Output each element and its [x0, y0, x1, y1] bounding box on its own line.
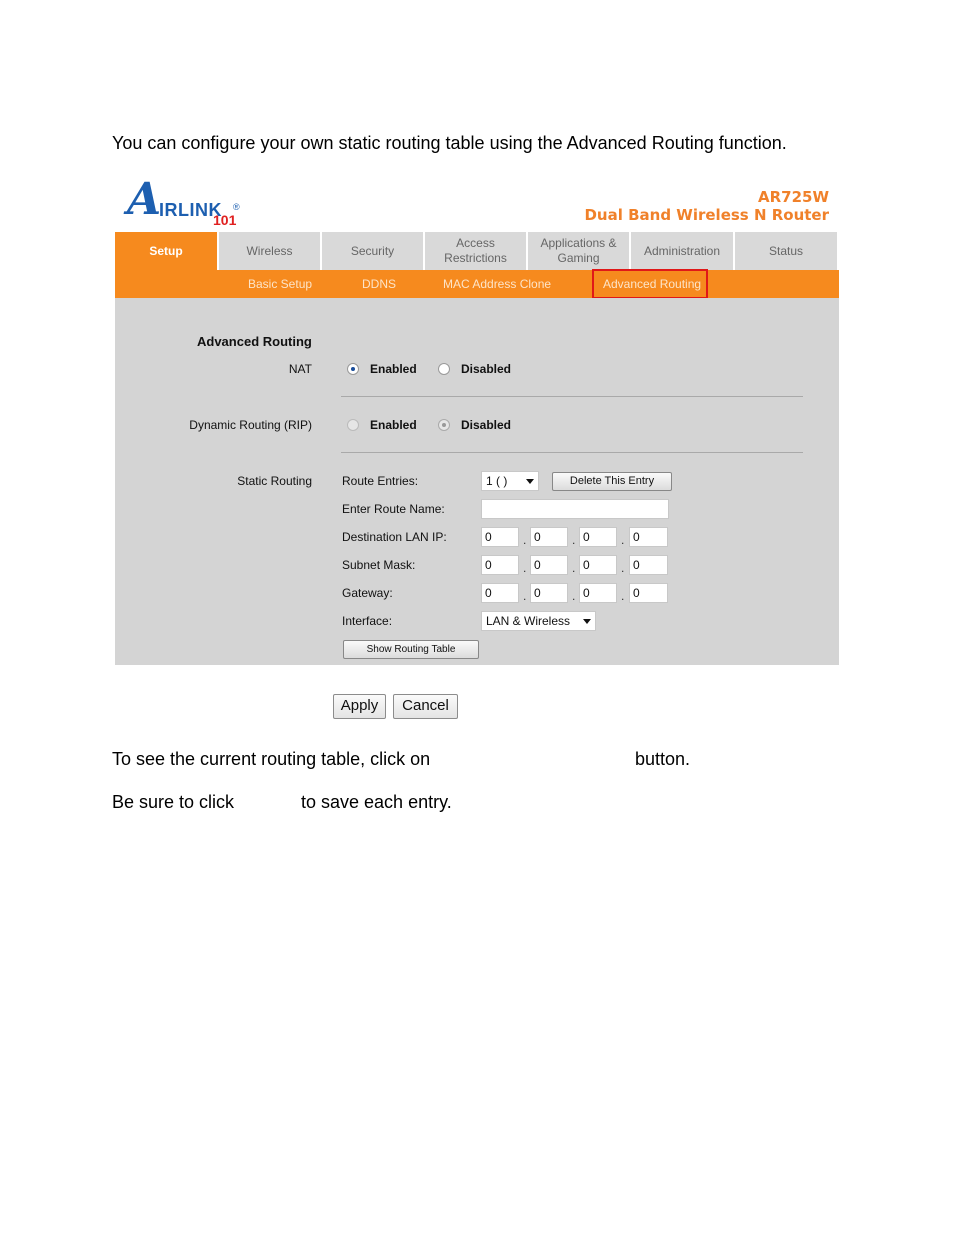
tab-access-restrictions[interactable]: Access Restrictions — [425, 232, 528, 270]
rip-enabled-radio[interactable] — [347, 419, 359, 431]
nat-disabled-radio[interactable] — [438, 363, 450, 375]
cancel-button[interactable]: Cancel — [393, 694, 458, 719]
ip-separator: . — [572, 533, 576, 547]
route-name-input[interactable] — [481, 499, 669, 519]
gateway-octet-2[interactable]: 0 — [530, 583, 568, 603]
ip-separator: . — [572, 561, 576, 575]
product-name: Dual Band Wireless N Router — [584, 206, 829, 224]
static-routing-label: Static Routing — [237, 474, 312, 488]
ip-separator: . — [523, 533, 527, 547]
subnet-mask-label: Subnet Mask: — [342, 558, 416, 572]
subtab-mac-address-clone[interactable]: MAC Address Clone — [443, 277, 552, 291]
gateway-octet-1[interactable]: 0 — [481, 583, 519, 603]
instruction-line-1-start: To see the current routing table, click on — [112, 749, 431, 769]
rip-enabled-label: Enabled — [370, 418, 417, 432]
airlink-logo: A IRLINK 101 ® — [127, 174, 240, 228]
divider — [341, 396, 803, 397]
highlight-box — [592, 269, 708, 299]
model-name: AR725W — [757, 188, 829, 206]
rip-label: Dynamic Routing (RIP) — [189, 418, 312, 432]
dest-ip-octet-2[interactable]: 0 — [530, 527, 568, 547]
route-name-label: Enter Route Name: — [342, 502, 445, 516]
mask-octet-2[interactable]: 0 — [530, 555, 568, 575]
tab-administration[interactable]: Administration — [631, 232, 735, 270]
subtab-ddns[interactable]: DDNS — [362, 277, 397, 291]
tab-applications-gaming[interactable]: Applications & Gaming — [528, 232, 631, 270]
ip-separator: . — [621, 561, 625, 575]
subtab-basic-setup[interactable]: Basic Setup — [248, 277, 313, 291]
ip-separator: . — [621, 533, 625, 547]
nat-label: NAT — [288, 362, 312, 376]
show-routing-table-button[interactable]: Show Routing Table — [343, 640, 479, 659]
route-entries-select[interactable]: 1 ( ) — [481, 471, 539, 491]
destination-ip-label: Destination LAN IP: — [342, 530, 447, 544]
subtab-advanced-routing[interactable]: Advanced Routing — [603, 277, 702, 291]
sub-tabs — [115, 270, 839, 298]
mask-octet-3[interactable]: 0 — [579, 555, 617, 575]
mask-octet-1[interactable]: 0 — [481, 555, 519, 575]
ip-separator: . — [523, 589, 527, 603]
settings-panel — [115, 298, 839, 665]
instruction-line-2-end: to save each entry. — [301, 792, 452, 812]
gateway-label: Gateway: — [342, 586, 393, 600]
interface-label: Interface: — [342, 614, 393, 628]
section-title: Advanced Routing — [197, 334, 312, 349]
router-screenshot — [115, 172, 839, 665]
tab-wireless[interactable]: Wireless — [219, 232, 322, 270]
tab-status[interactable]: Status — [735, 232, 839, 270]
nat-disabled-label: Disabled — [461, 362, 512, 376]
rip-disabled-radio[interactable] — [438, 419, 450, 431]
gateway-octet-4[interactable]: 0 — [629, 583, 668, 603]
interface-select[interactable]: LAN & Wireless — [481, 611, 596, 631]
tab-setup[interactable]: Setup — [115, 232, 219, 270]
dest-ip-octet-3[interactable]: 0 — [579, 527, 617, 547]
mask-octet-4[interactable]: 0 — [629, 555, 668, 575]
delete-entry-button[interactable]: Delete This Entry — [552, 472, 672, 491]
instruction-line-2-start: Be sure to click — [112, 792, 235, 812]
instruction-line-1-end: button. — [635, 749, 691, 769]
chevron-down-icon — [526, 479, 534, 484]
product-title — [584, 188, 829, 224]
tab-security[interactable]: Security — [322, 232, 425, 270]
nat-enabled-label: Enabled — [370, 362, 417, 376]
rip-disabled-label: Disabled — [461, 418, 512, 432]
gateway-octet-3[interactable]: 0 — [579, 583, 617, 603]
nat-enabled-radio[interactable] — [347, 363, 359, 375]
divider — [341, 452, 803, 453]
main-tabs — [115, 232, 839, 270]
dest-ip-octet-1[interactable]: 0 — [481, 527, 519, 547]
intro-text: You can configure your own static routing table using the Advanced Routing function. — [112, 133, 787, 153]
ip-separator: . — [621, 589, 625, 603]
chevron-down-icon — [583, 619, 591, 624]
apply-button[interactable]: Apply — [333, 694, 386, 719]
ip-separator: . — [572, 589, 576, 603]
dest-ip-octet-4[interactable]: 0 — [629, 527, 668, 547]
route-entries-label: Route Entries: — [342, 474, 419, 488]
ip-separator: . — [523, 561, 527, 575]
